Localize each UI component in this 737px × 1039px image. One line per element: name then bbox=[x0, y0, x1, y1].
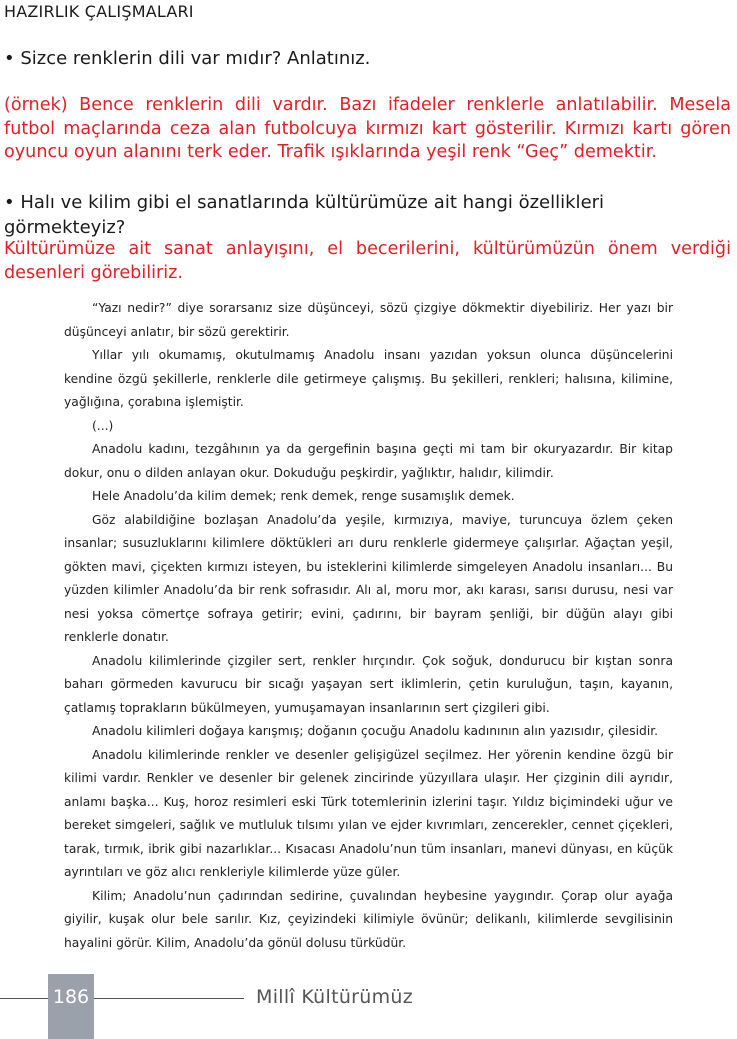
reading-paragraph: Anadolu kilimlerinde çizgiler sert, renkler hırçındır. Çok soğuk, dondurucu bir kıştan sonra baharı görmeden kavurucu bir sıcağı yaşayan sert iklimlerin, çetin kuruluğun, taşın, kayanın, çatlamış toprakların bükülmeyen, yumuşamayan insanlarının sert çizgileri gibi. bbox=[64, 653, 673, 715]
section-title: HAZIRLIK ÇALIŞMALARI bbox=[4, 2, 194, 21]
reading-text bbox=[64, 297, 673, 955]
footer-book-title: Millî Kültürümüz bbox=[256, 986, 414, 1008]
answer-2: Kültürümüze ait sanat anlayışını, el becerilerini, kültürümüzün önem verdiği desenleri görebiliriz. bbox=[4, 239, 731, 283]
reading-paragraph: Göz alabildiğine bozlaşan Anadolu’da yeşile, kırmızıya, maviye, turuncuya özlem çeken insanlar; susuzluklarını kilimlere döktükleri arı duru renklerle gidermeye çalışırlar. Ağaçtan yeşil, gökten mavi, çiçekten kırmızı isteyen, bu isteklerini kilimlerde simgeleyen Anadolu insanları... Bu yüzden kilimler Anadolu’da bir renk sofrasıdır. Alı al, moru mor, akı karası, sarısı durusu, nesi var nesi yoksa cömertçe sofraya getirir; evini, çadırını, bir bayram şenliği, bir düğün alayı gibi renklerle donatır. bbox=[64, 512, 673, 644]
reading-paragraph: Anadolu kadını, tezgâhının ya da gergefinin başına geçti mi tam bir okuryazardır. Bir kitap dokur, onu o dilden anlayan okur. Dokuduğu peşkirdir, yağlıktır, halıdır, kilimdir. bbox=[64, 442, 673, 480]
page-number: 186 bbox=[52, 986, 90, 1008]
footer-divider-right bbox=[94, 998, 244, 999]
reading-paragraph: (...) bbox=[92, 418, 114, 433]
question-1: • Sizce renklerin dili var mıdır? Anlatınız. bbox=[4, 48, 371, 69]
footer-divider-left bbox=[0, 998, 48, 999]
reading-paragraph: Yıllar yılı okumamış, okutulmamış Anadolu insanı yazıdan yoksun olunca düşüncelerini kendine özgü şekillerle, renklerle dile getirmeye çalışmış. Bu şekilleri, renkleri; halısına, kilimine, yağlığına, çorabına işlemiştir. bbox=[64, 348, 673, 409]
answer-1: (örnek) Bence renklerin dili vardır. Bazı ifadeler renklerle anlatılabilir. Mesela futbol maçlarında ceza alan futbolcuya kırmızı kart gösterilir. Kırmızı kartı gören oyuncu oyun alanını terk eder. Trafik ışıklarında yeşil renk “Geç” demektir. bbox=[4, 95, 731, 162]
reading-paragraph: “Yazı nedir?” diye sorarsanız size düşünceyi, sözü çizgiye dökmektir diyebiliriz. Her yazı bir düşünceyi anlatır, bir sözü gerektirir. bbox=[64, 301, 673, 339]
reading-paragraph: Anadolu kilimlerinde renkler ve desenler gelişigüzel seçilmez. Her yörenin kendine özgü bir kilimi vardır. Renkler ve desenler bir gelenek zincirinde yüzyıllara ulaşır. Her çizginin dili ayrıdır, anlamı başka... Kuş, horoz resimleri eski Türk totemlerinin izlerini taşır. Yıldız biçimindeki uğur ve bereket simgeleri, sağlık ve mutluluk tılsımı yılan ve ejder kıvrımları, zencerekler, cennet çiçekleri, tarak, tırmık, ibrik gibi nazarlıklar... Kısacası Anadolu’nun tüm insanları, manevi dünyası, en küçük ayrıntıları ve göz alıcı renkleriyle kilimlerde yüze güler. bbox=[64, 747, 673, 879]
question-2: • Halı ve kilim gibi el sanatlarında kültürümüze ait hangi özellikleri görmekteyiz? bbox=[4, 192, 605, 238]
reading-paragraph: Anadolu kilimleri doğaya karışmış; doğanın çocuğu Anadolu kadınının alın yazısıdır, çilesidir. bbox=[92, 724, 659, 738]
reading-paragraph: Kilim; Anadolu’nun çadırından sedirine, çuvalından heybesine yaygındır. Çorap olur ayağa giyilir, kuşak olur bele sarılır. Kız, çeyizindeki kilimiyle övünür; delikanlı, kilimlerde sevgilisinin hayalini görür. Kilim, Anadolu’da gönül dolusu türküdür. bbox=[64, 888, 673, 950]
reading-paragraph: Hele Anadolu’da kilim demek; renk demek, renge susamışlık demek. bbox=[92, 489, 515, 503]
